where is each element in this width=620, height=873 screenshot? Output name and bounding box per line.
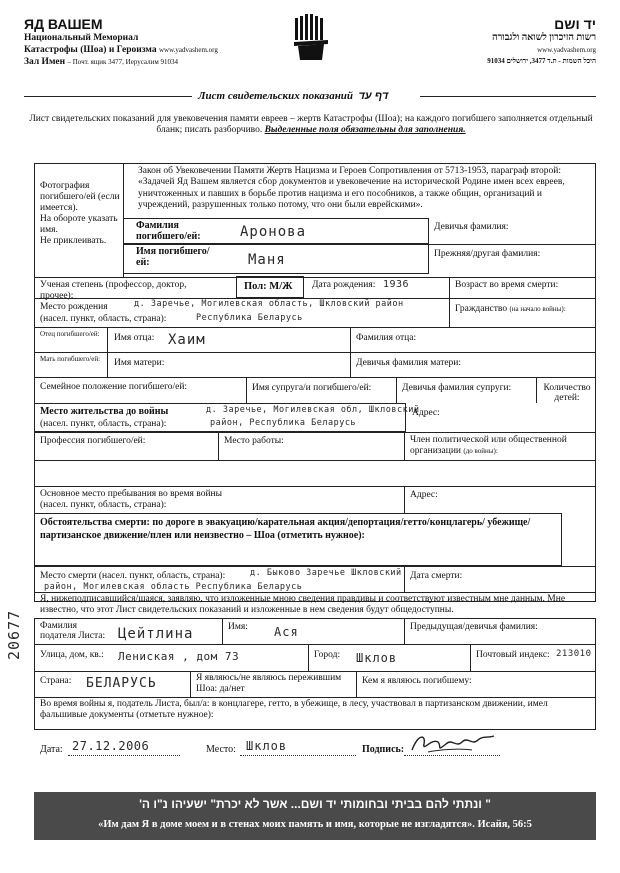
org-addr-he: היכל השמות - ת.ד 3477, ירושלים 91034	[487, 57, 596, 65]
war-status-text: Во время войны я, податель Листа, был/а: в концлагере, гетто, в убежище, в лесу, участвовал в партизанском движении, имел фальшивые документы (отметьте нужное):	[40, 699, 548, 720]
residence-sub: (насел. пункт, область, страна):	[40, 419, 167, 429]
zip-value[interactable]: 213010	[556, 649, 592, 659]
death-place-value-1[interactable]: д. Быково Заречье Шкловский	[250, 568, 402, 578]
org-name-he: יד ושם	[554, 16, 596, 32]
birthplace-value-2[interactable]: Республика Беларусь	[196, 313, 303, 323]
name-label: Имя погибшего/ей:	[136, 246, 210, 268]
submitter-prev-label: Предыдущая/девичья фамилия:	[410, 622, 538, 632]
footer-quote-he: " ונתתי להם בביתי ובחומותי יד ושם... אשר לא יכרת" ישעיהו נ"ו ה'	[139, 797, 491, 811]
birthplace-sub: (насел. пункт, область, страна):	[40, 314, 167, 324]
place-label: Место:	[206, 744, 236, 755]
city-value[interactable]: Шклов	[356, 651, 398, 665]
org-line3-ru: Катастрофы (Шоа) и Героизма www.yadvashem.org	[24, 45, 218, 55]
form-title: Лист свидетельских показаний דף עד	[198, 90, 389, 102]
signature-label: Подпись:	[362, 744, 405, 755]
street-value[interactable]: Лениская , дом 73	[118, 650, 240, 663]
submitter-surname-value[interactable]: Цейтлина	[118, 626, 194, 642]
residence-label: Место жительства до войны	[40, 406, 169, 417]
country-label: Страна:	[40, 676, 72, 686]
birth-value[interactable]: 1936	[383, 279, 410, 290]
intro-text: Лист свидетельских показаний для увековечения памяти евреев – жертв Катастрофы (Шоа); на каждого погибшего заполняется отдельный бланк; писать разборчиво. Выделенные поля обязательны для заполнения.	[29, 114, 593, 135]
street-label: Улица, дом, кв.:	[40, 650, 104, 660]
residence-value-1[interactable]: д. Заречье, Могилевская обл, Шкловский	[206, 405, 420, 415]
father-name-label: Имя отца:	[114, 333, 155, 343]
photo-instructions: Фотография погибшего/ей (если имеется). На обороте указать имя. Не приклеивать.	[40, 181, 120, 246]
birth-label: Дата рождения:	[312, 280, 376, 290]
mother-tag: Мать погибшего/ей:	[40, 355, 101, 363]
relation-label: Кем я являюсь погибшему:	[362, 676, 472, 686]
birthplace-value-1[interactable]: д. Заречье, Могилевская область, Шкловский район	[134, 299, 404, 309]
footer-banner	[34, 792, 596, 840]
spouse-label: Имя супруга/и погибшего/ей:	[252, 383, 372, 393]
degree-label: Ученая степень (профессор, доктор, прочее):	[40, 280, 187, 301]
org-line4-ru: Зал Имен – Почт. ящик 3477, Иерусалим 91034	[24, 57, 179, 67]
survivor-field[interactable]: Я являюсь/не являюсь пережившим Шоа: да/нет	[196, 673, 342, 694]
residence-value-2[interactable]: район, Республика Беларусь	[210, 418, 357, 428]
submitter-surname-label: Фамилия подателя Листа:	[40, 621, 106, 642]
work-label: Место работы:	[224, 436, 284, 446]
org-url-he: www.yadvashem.org	[537, 46, 596, 54]
signature-mark	[408, 730, 498, 758]
wartime-address-label: Адрес:	[410, 490, 438, 500]
death-date-label: Дата смерти:	[410, 571, 463, 581]
spouse-maiden-label: Девичья фамилия супруги:	[402, 383, 512, 393]
date-label: Дата:	[40, 744, 63, 755]
death-place-value-2[interactable]: район, Могилевская область Республика Беларусь	[44, 582, 303, 592]
submitter-name-label: Имя:	[228, 622, 248, 632]
org-name-ru: ЯД ВАШЕМ	[24, 16, 103, 32]
citizenship-label: Гражданство (на начало войны):	[455, 304, 566, 314]
surname-label: Фамилия погибшего/ей:	[136, 220, 201, 242]
father-tag: Отец погибшего/ей:	[40, 330, 100, 338]
org-line2-ru: Национальный Мемориал	[24, 33, 139, 43]
submitter-name-value[interactable]: Ася	[274, 625, 299, 639]
declaration-text: Я, нижеподписавшийся/шаяся, заявляю, что изложенные мною сведения правдивы и соответствуют известным мне данным. Мне известно, что этот Лист свидетельских показаний и изложенные в нем сведения будут общедоступны.	[40, 594, 566, 615]
party-label: Член политической или общественной организации (до войны):	[410, 435, 567, 456]
age-label: Возраст во время смерти:	[455, 280, 559, 290]
org-line2-he: רשות הזיכרון לשואה ולגבורה	[492, 33, 596, 43]
margin-number: 20677	[5, 609, 23, 660]
name-value[interactable]: Маня	[248, 252, 286, 268]
law-text: Закон об Увековечении Памяти Жертв Нацизма и Героев Сопротивления от 5713-1953, параграф второй: «Задачей Яд Вашем является сбор документов и увековечение на исторической Родине имен всех евреев, уничтоженных и павших в борьбе против нацизма и его пособников, а также общин, организаций и учреждений, разрушенных только потому, что они были еврейскими».	[138, 166, 565, 211]
children-label: Количество детей:	[543, 383, 591, 404]
father-surname-label: Фамилия отца:	[356, 333, 417, 343]
place-value[interactable]: Шклов	[246, 739, 288, 753]
yad-vashem-logo	[292, 14, 330, 62]
date-value[interactable]: 27.12.2006	[72, 739, 150, 753]
footer-quote-ru: «Им дам Я в доме моем и в стенах моих память и имя, которые не изгладятся». Исайя, 56:5	[98, 819, 532, 830]
profession-label: Профессия погибшего/ей:	[40, 436, 146, 446]
birthplace-label: Место рождения	[40, 302, 108, 312]
prev-surname-label: Прежняя/другая фамилия:	[434, 249, 541, 259]
wartime-label: Основное место пребывания во время войны (насел. пункт, область, страна):	[40, 489, 223, 510]
country-value[interactable]: БЕЛАРУСЬ	[86, 676, 157, 691]
mother-name-label: Имя матери:	[114, 358, 165, 368]
father-name-value[interactable]: Хаим	[168, 332, 206, 348]
surname-value[interactable]: Аронова	[240, 224, 307, 240]
sex-field[interactable]: Пол: М/Ж	[244, 281, 293, 292]
death-circumstances: Обстоятельства смерти: по дороге в эвакуацию/карательная акция/депортация/гетто/концлагерь/ убежище/партизанское движение/плен или неизвестно – Шоа (отметить нужное):	[40, 517, 531, 541]
zip-label: Почтовый индекс:	[476, 650, 550, 660]
city-label: Город:	[314, 650, 341, 660]
maiden-label: Девичья фамилия:	[434, 222, 509, 232]
death-place-label: Место смерти (насел. пункт, область, страна):	[40, 571, 226, 581]
address-label: Адрес:	[412, 408, 440, 418]
marital-label: Семейное положение погибшего/ей:	[40, 382, 188, 392]
mother-maiden-label: Девичья фамилия матери:	[356, 358, 462, 368]
